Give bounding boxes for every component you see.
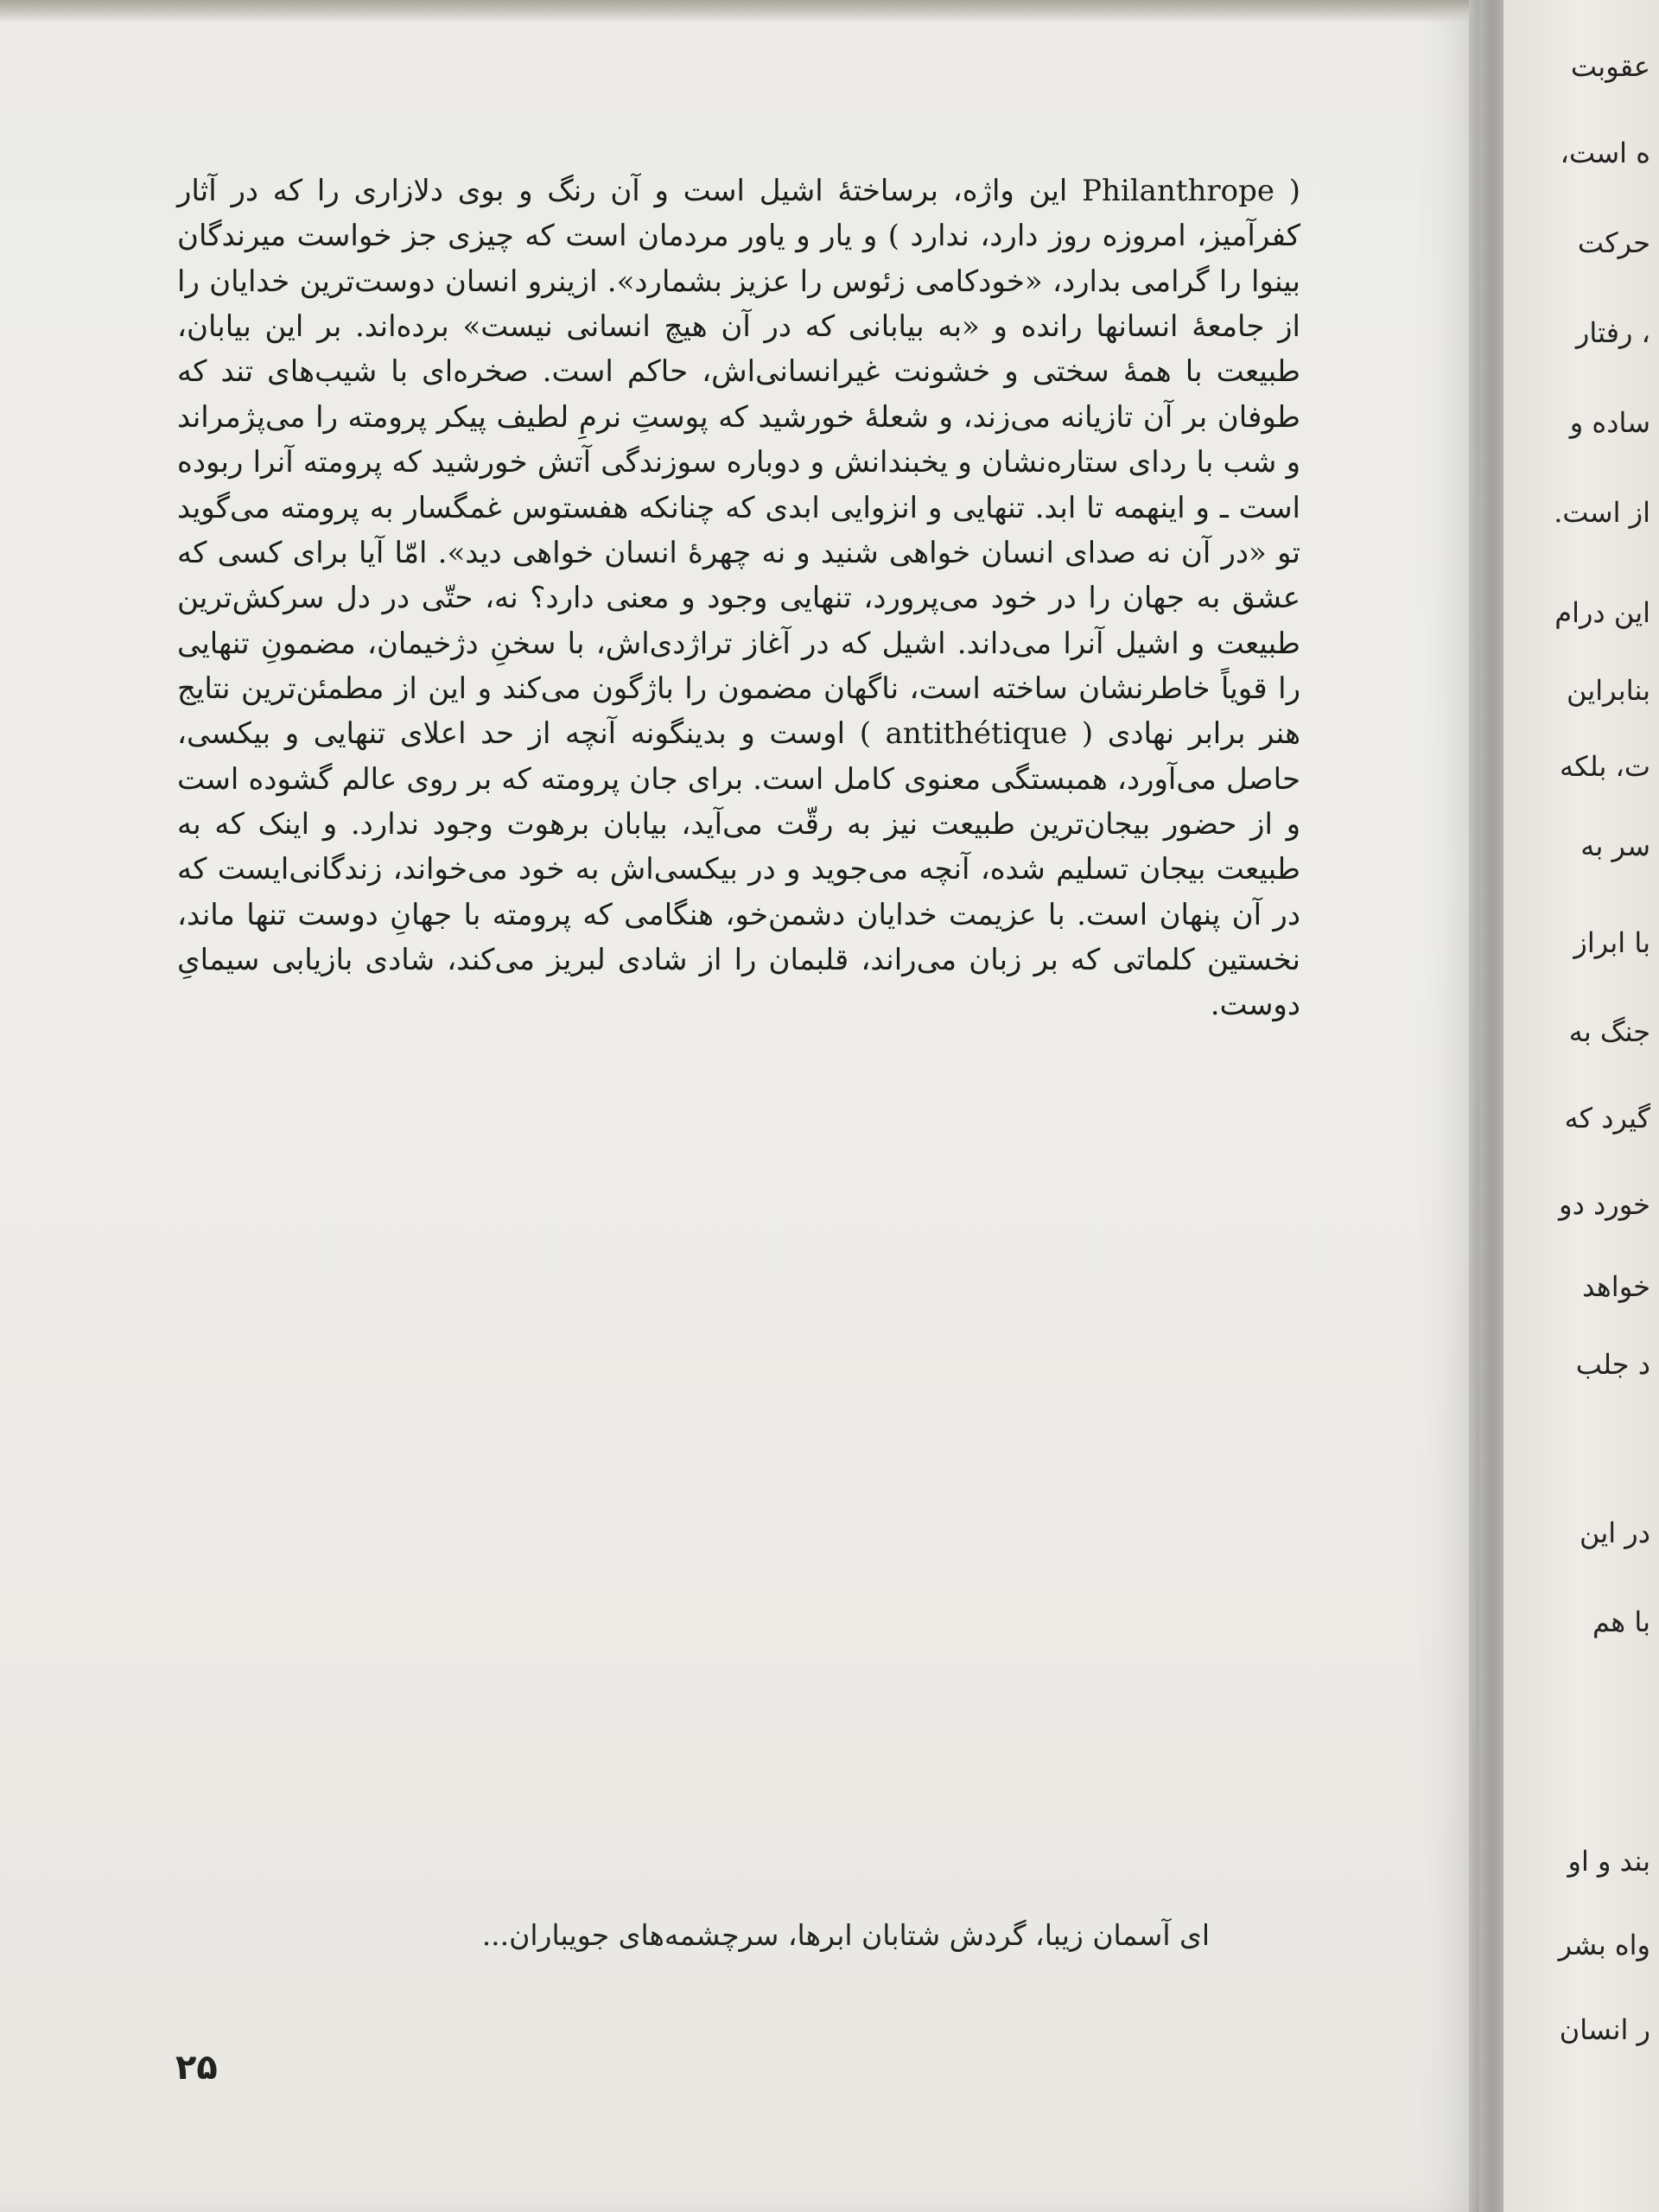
adjacent-page-fragments [1503, 0, 1659, 2212]
adjacent-fragment: این درام [1554, 596, 1650, 629]
poem-quote-line: ای آسمان زیبا، گردش شتابان ابرها، سرچشمه‌های جویباران... [481, 1918, 1210, 1952]
adjacent-fragment: بنابراین [1566, 674, 1650, 707]
page-number: ۲۵ [175, 2048, 218, 2088]
adjacent-fragment: حرکت [1577, 226, 1650, 259]
adjacent-fragment: ت، بلکه [1560, 750, 1650, 783]
adjacent-fragment: ساده و [1569, 406, 1650, 439]
paragraph-text: ( Philanthrope این واژه، برساختهٔ اشیل است و آن رنگ و بوی دلازاری را که در آثار کفرآمیز، امروزه روز دارد، ندارد ) و یار و یاور مردمان است که چیزی جز خواست میرندگان بینوا را گرامی بدارد، «خودکامی زئوس را عزیز بشمارد». ازینرو انسان دوست‌ترین خدایان را از جامعهٔ انسانها رانده و «به بیابانی که در آن هیچ انسانی نیست» برده‌اند. بر این بیابان، طبیعت با همهٔ سختی و خشونت غیرانسانی‌اش، حاکم است. صخره‌ای با شیب‌های تند که طوفان بر آن تازیانه می‌زند، و شعلهٔ خورشید که پوستِ نرمِ لطیف پیکر پرومته را می‌پژمراند و شب با ردای ستاره‌نشان و یخبندانش و دوباره سوزندگی آتش خورشید که پرومته آنرا ربوده است ـ و اینهمه تا ابد. تنهایی و انزوایی ابدی که چنانکه هفستوس غمگسار به پرومته می‌گوید تو «در آن نه صدای انسان خواهی شنید و نه چهرهٔ انسان خواهی دید». امّا آیا برای کسی که عشق به جهان را در خود می‌پرورد، تنهایی وجود و معنی دارد؟ نه، حتّی در دل سرکش‌ترین طبیعت و اشیل آنرا می‌داند. اشیل که در آغاز تراژدی‌اش، با سخنِ دژخیمان، مضمونِ تنهایی را قویاً خاطرنشان ساخته است، ناگهان مضمون را باژگون می‌کند و این از مطمئن‌ترین نتایج هنر برابر نهادی ( antithétique ) اوست و بدینگونه آنچه از حد اعلای تنهایی و بیکسی، حاصل می‌آورد، همبستگی معنوی کامل است. برای جان پرومته که بر روی عالم گشوده است و از حضور بیجان‌ترین طبیعت نیز به رقّت می‌آید، بیابان برهوت وجود ندارد. و اینک که به طبیعت بیجان تسلیم شده، آنچه می‌جوید و در بیکسی‌اش به خود می‌خواند، زندگانی‌ایست که در آن پنهان است. با عزیمت خدایان دشمن‌خو، هنگامی که پرومته با جهانِ دوست تنها ماند، نخستین کلماتی که بر زبان می‌راند، قلبمان را از شادی لبریز می‌کند، شادی بازیابی سیمایِ دوست. [177, 174, 1300, 1023]
adjacent-fragment: واه بشر [1558, 1929, 1650, 1961]
adjacent-fragment: ر انسان [1559, 2013, 1650, 2046]
adjacent-fragment: جنگ به [1568, 1015, 1650, 1048]
adjacent-fragment: ه است، [1560, 137, 1650, 169]
adjacent-fragment: بند و او [1567, 1845, 1650, 1878]
adjacent-fragment: ، رفتار [1575, 316, 1650, 349]
adjacent-fragment: در این [1579, 1516, 1650, 1549]
adjacent-fragment: با ابراز [1573, 926, 1650, 959]
adjacent-fragment: سر به [1580, 830, 1650, 862]
adjacent-fragment: از است. [1554, 496, 1650, 529]
adjacent-fragment: د جلب [1575, 1348, 1650, 1381]
main-paragraph [177, 168, 1300, 1028]
adjacent-fragment: عقوبت [1570, 50, 1650, 83]
adjacent-fragment: خورد دو [1559, 1188, 1650, 1221]
page-top-shadow [0, 0, 1469, 22]
adjacent-fragment: گیرد که [1564, 1102, 1650, 1135]
adjacent-fragment: خواهد [1582, 1270, 1650, 1303]
adjacent-fragment: با هم [1592, 1605, 1650, 1638]
book-page-right-edge [1503, 0, 1659, 2212]
